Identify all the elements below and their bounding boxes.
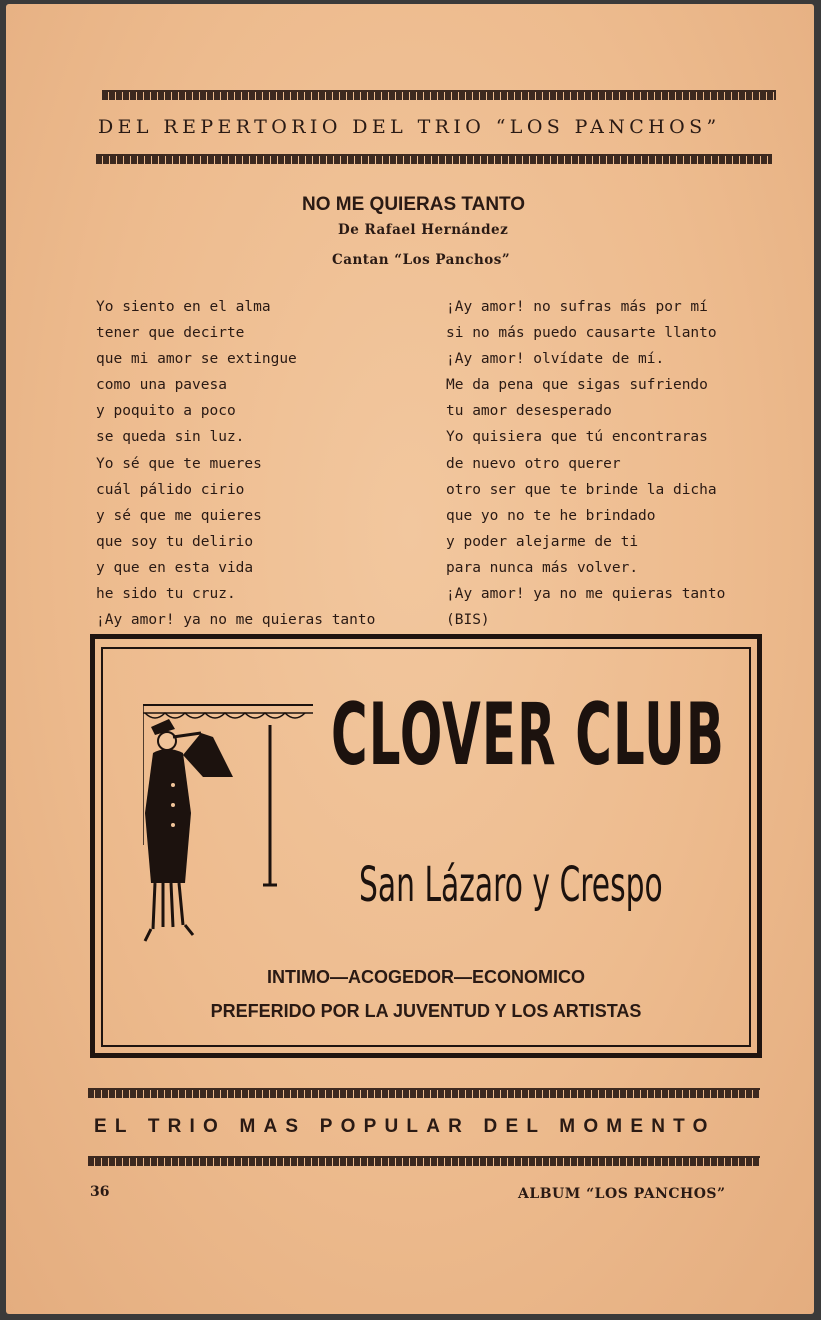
lyric-line: y que en esta vida — [96, 559, 254, 576]
lyric-line: que soy tu delirio — [96, 533, 254, 550]
lyric-line: y poquito a poco — [96, 403, 236, 420]
lyric-line: y poder alejarme de ti — [446, 533, 639, 550]
footer-banner: EL TRIO MAS POPULAR DEL MOMENTO — [94, 1116, 716, 1137]
header-ornament-rule — [96, 154, 772, 164]
top-ornament-rule — [102, 90, 776, 100]
lyric-line: he sido tu cruz. — [96, 586, 236, 603]
lyric-line: (BIS) — [446, 612, 490, 629]
lyric-line: se queda sin luz. — [96, 429, 245, 446]
lyric-line: tu amor desesperado — [446, 403, 612, 420]
lyric-line: Yo siento en el alma — [96, 299, 271, 315]
lyric-line: que yo no te he brindado — [446, 507, 656, 524]
lyric-line: como una pavesa — [96, 377, 227, 394]
club-address: San Lázaro y Crespo — [359, 857, 663, 913]
repertoire-header: DEL REPERTORIO DEL TRIO “LOS PANCHOS” — [98, 116, 721, 138]
page-number: 36 — [90, 1184, 110, 1200]
lyric-line: y sé que me quieres — [96, 507, 262, 524]
lyric-line: Me da pena que sigas sufriendo — [446, 377, 708, 394]
song-title: NO ME QUIERAS TANTO — [302, 194, 526, 215]
lyric-line: ¡Ay amor! ya no me quieras tanto — [96, 612, 376, 629]
lyric-line: otro ser que te brinde la dicha — [446, 481, 717, 498]
lyric-line: tener que decirte — [96, 325, 245, 342]
song-author: De Rafael Hernández — [338, 222, 509, 238]
lyrics-column-right — [446, 296, 725, 635]
footer-ornament-rule-bottom — [88, 1156, 760, 1166]
lyric-line: ¡Ay amor! olvídate de mí. — [446, 351, 665, 368]
lyric-line: Yo quisiera que tú encontraras — [446, 429, 708, 446]
lyric-line: de nuevo otro querer — [446, 455, 621, 472]
lyric-line: que mi amor se extingue — [96, 351, 297, 368]
footer-ornament-rule-top — [88, 1088, 760, 1098]
lyric-line: ¡Ay amor! ya no me quieras tanto — [446, 586, 726, 603]
lyric-line: si no más puedo causarte llanto — [446, 325, 717, 342]
clover-club-advertisement — [90, 634, 762, 1058]
ad-inner-frame — [101, 647, 751, 1047]
magazine-page — [6, 4, 814, 1314]
lyric-line: para nunca más volver. — [446, 559, 639, 576]
club-name: CLOVER CLUB — [331, 685, 726, 785]
doorman-illustration — [143, 685, 333, 955]
lyric-line: Yo sé que te mueres — [96, 455, 262, 472]
song-singers: Cantan “Los Panchos” — [332, 252, 511, 268]
club-tagline: INTIMO—ACOGEDOR—ECONOMICO — [267, 967, 585, 987]
club-slogan: PREFERIDO POR LA JUVENTUD Y LOS ARTISTAS — [210, 1001, 642, 1021]
lyric-line: cuál pálido cirio — [96, 481, 245, 498]
lyric-line: ¡Ay amor! no sufras más por mí — [446, 299, 708, 315]
lyrics-column-left — [96, 296, 375, 635]
album-name: ALBUM “LOS PANCHOS” — [518, 1186, 726, 1202]
